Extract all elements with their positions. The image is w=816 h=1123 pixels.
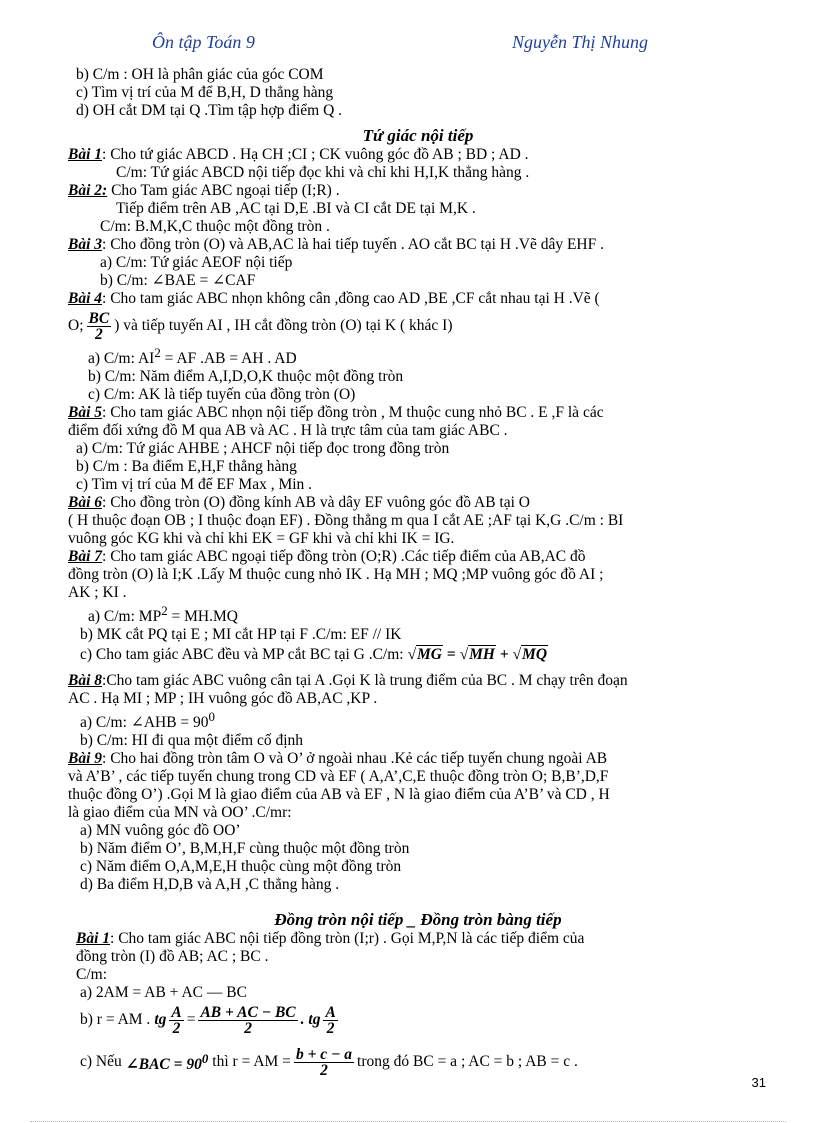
problem-6-line-2: ( H thuộc đoạn OB ; I thuộc đoạn EF) . Đồng thẳng m qua I cắt AE ;AF tại K,G .C/m : BI xyxy=(68,512,624,530)
section-title-incircle-excircle: Đồng tròn nội tiếp _ Đồng tròn bàng tiếp xyxy=(274,910,562,930)
angle-icon: ∠ xyxy=(212,272,226,289)
item-top-d: d) OH cắt DM tại Q .Tìm tập hợp điểm Q . xyxy=(76,102,343,119)
footer-divider xyxy=(30,1121,786,1122)
problem-label: Bài 8 xyxy=(68,672,103,690)
problem-5: Bài 5: Cho tam giác ABC nhọn nội tiếp đồng tròn , M thuộc cung nhỏ BC . E ,F là các xyxy=(68,404,604,422)
fraction-sum: $\frac{AB + AC - BC}{2}$ xyxy=(200,1003,296,1037)
problem-8: Bài 8:Cho tam giác ABC vuông cân tại A .Gọi K là trung điểm của BC . M chạy trên đoạn xyxy=(68,672,628,690)
problem-label: Bài 2: xyxy=(68,182,108,199)
angle-icon: ∠ xyxy=(130,714,144,732)
problem-label: Bài 6 xyxy=(68,494,103,512)
problem-8-line-2: AC . Hạ MI ; MP ; IH vuông góc đồ AB,AC ,KP . xyxy=(68,690,378,708)
problem-label: Bài 7 xyxy=(68,548,103,566)
page-number: 31 xyxy=(751,1075,766,1090)
problem-2-line-3: C/m: B.M,K,C thuộc một đồng tròn . xyxy=(100,218,330,235)
sqrt-icon: √MH xyxy=(459,646,495,664)
problem-9-line-2: và A’B’ , các tiếp tuyến chung trong CD và EF ( A,A’,C,E thuộc đồng tròn O; B,B’,D,F xyxy=(68,768,609,786)
problem-8-b: b) C/m: HI đi qua một điểm cố định xyxy=(80,732,304,750)
problem-6-line-3: vuông góc KG khi và chỉ khi EK = GF khi và chỉ khi IK = IG. xyxy=(68,530,455,548)
problem-9-b: b) Năm điểm O’, B,M,H,F cùng thuộc một đồng tròn xyxy=(80,840,410,858)
problem-incircle-1-line-3: C/m: xyxy=(76,966,108,984)
problem-9-line-3: thuộc đồng O’) .Gọi M là giao điểm của AB và EF , N là giao điểm của A’B’ và CD , H xyxy=(68,786,610,804)
problem-incircle-1-c: c) Nếu ∠BAC = $90^0$ thì r = AM = $\frac{b + c - a}{2}$ trong đó BC = a ; AC = b ; AB = c . xyxy=(80,1045,578,1079)
problem-incircle-1-a: a) 2AM = AB + AC — BC xyxy=(80,984,247,1002)
problem-9-line-4: là giao điểm của MN và OO’ .C/mr: xyxy=(68,804,292,822)
problem-4: Bài 4: Cho tam giác ABC nhọn không cân ,đồng cao AD ,BE ,CF cắt nhau tại H .Vẽ ( xyxy=(68,290,600,307)
problem-5-a: a) C/m: Tứ giác AHBE ; AHCF nội tiếp đọc trong đồng tròn xyxy=(76,440,450,458)
problem-9-a: a) MN vuông góc đồ OO’ xyxy=(80,822,241,840)
problem-8-a: a) C/m: ∠AHB = $90^0$ xyxy=(80,709,215,732)
problem-incircle-1-line-2: đồng tròn (I) đồ AB; AC ; BC . xyxy=(76,948,269,966)
problem-1-line-2: C/m: Tứ giác ABCD nội tiếp đọc khi và chỉ khi H,I,K thẳng hàng . xyxy=(116,164,530,181)
header-right: Nguyễn Thị Nhung xyxy=(512,32,649,52)
problem-1: Bài 1: Cho tứ giác ABCD . Hạ CH ;CI ; CK vuông góc đồ AB ; BD ; AD . xyxy=(68,146,529,163)
section-title-cyclic-quadrilateral: Tứ giác nội tiếp xyxy=(362,126,474,145)
problem-label: Bài 1 xyxy=(76,930,111,948)
angle-icon: ∠ xyxy=(151,272,165,289)
problem-3-a: a) C/m: Tứ giác AEOF nội tiếp xyxy=(100,254,293,271)
problem-3: Bài 3: Cho đồng tròn (O) và AB,AC là hai tiếp tuyến . AO cắt BC tại H .Vẽ dây EHF . xyxy=(68,236,604,253)
problem-2-line-2: Tiếp điểm trên AB ,AC tại D,E .BI và CI cắt DE tại M,K . xyxy=(116,200,476,217)
problem-9-d: d) Ba điểm H,D,B và A,H ,C thẳng hàng . xyxy=(80,876,340,894)
problem-4-b: b) C/m: Năm điểm A,I,D,O,K thuộc một đồng tròn xyxy=(88,368,404,386)
problem-label: Bài 1 xyxy=(68,146,103,163)
item-top-c: c) Tìm vị trí của M để B,H, D thẳng hàng xyxy=(76,84,334,101)
problem-7-c: c) Cho tam giác ABC đều và MP cắt BC tại G .C/m: √MG = √MH + √MQ xyxy=(80,646,548,664)
problem-incircle-1: Bài 1: Cho tam giác ABC nội tiếp đồng tròn (I;r) . Gọi M,P,N là các tiếp điểm của xyxy=(76,930,585,948)
document-body xyxy=(68,66,768,1080)
problem-5-c: c) Tìm vị trí của M để EF Max , Min . xyxy=(76,476,313,494)
problem-3-b: b) C/m: ∠BAE = ∠CAF xyxy=(100,272,256,289)
sqrt-icon: √MG xyxy=(407,646,442,664)
problem-9: Bài 9: Cho hai đồng tròn tâm O và O’ ở ngoài nhau .Kẻ các tiếp tuyến chung ngoài AB xyxy=(68,750,608,768)
problem-9-c: c) Năm điểm O,A,M,E,H thuộc cùng một đồng tròn xyxy=(80,858,402,876)
problem-5-line-2: điểm đối xứng đồ M qua AB và AC . H là trực tâm của tam giác ABC . xyxy=(68,422,508,440)
problem-label: Bài 3 xyxy=(68,236,103,253)
problem-4-line-2: O; $\frac{BC}{2}$ ) và tiếp tuyến AI , IH cắt đồng tròn (O) tại K ( khác I) xyxy=(68,309,453,343)
fraction-a-2: $\frac{A}{2}$ xyxy=(325,1003,336,1037)
problem-7-line-2: đồng tròn (O) là I;K .Lấy M thuộc cung nhỏ IK . Hạ MH ; MQ ;MP vuông góc đồ AI ; xyxy=(68,566,604,584)
fraction-bca-2: $\frac{b + c - a}{2}$ xyxy=(295,1045,353,1079)
fraction-a-2: $\frac{A}{2}$ xyxy=(171,1003,182,1037)
header-left: Ôn tập Toán 9 xyxy=(152,32,255,52)
problem-label: Bài 9 xyxy=(68,750,103,768)
problem-7-a: a) C/m: $MP^2 = MH.MQ$ xyxy=(88,603,238,626)
problem-7-line-3: AK ; KI . xyxy=(68,584,127,602)
problem-7: Bài 7: Cho tam giác ABC ngoại tiếp đồng tròn (O;R) .Các tiếp điểm của AB,AC đồ xyxy=(68,548,586,566)
problem-label: Bài 5 xyxy=(68,404,103,422)
problem-4-a: a) C/m: $AI^2$ = AF .AB = AH . AD xyxy=(88,345,297,368)
problem-7-b: b) MK cắt PQ tại E ; MI cắt HP tại F .C/m: EF // IK xyxy=(80,626,402,644)
problem-6: Bài 6: Cho đồng tròn (O) đồng kính AB và dây EF vuông góc đồ AB tại O xyxy=(68,494,530,512)
problem-5-b: b) C/m : Ba điểm E,H,F thẳng hàng xyxy=(76,458,297,476)
fraction-bc-2: $\frac{BC}{2}$ xyxy=(88,309,110,343)
problem-incircle-1-b: b) r = AM . tg $\frac{A}{2}$ = $\frac{AB + AC - BC}{2}$ . tg $\frac{A}{2}$ xyxy=(80,1003,336,1037)
sqrt-icon: √MQ xyxy=(512,646,548,664)
item-top-b: b) C/m : OH là phân giác của góc COM xyxy=(76,66,324,83)
problem-label: Bài 4 xyxy=(68,290,103,307)
problem-2: Bài 2: Cho Tam giác ABC ngoại tiếp (I;R) . xyxy=(68,182,340,199)
problem-4-c: c) C/m: AK là tiếp tuyến của đồng tròn (O) xyxy=(88,386,356,404)
